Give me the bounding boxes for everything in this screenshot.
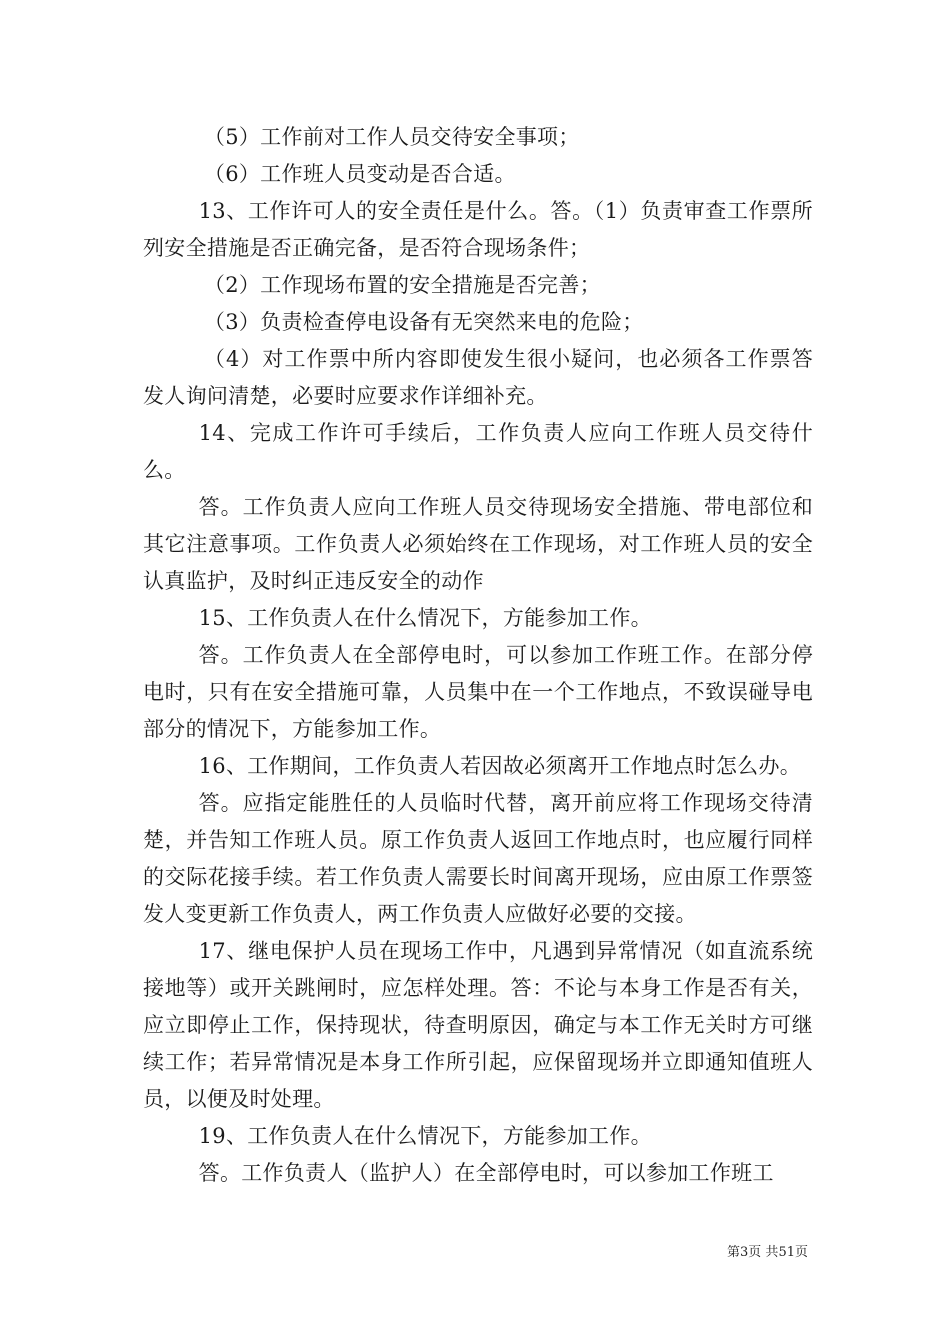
paragraph: （5）工作前对工作人员交待安全事项； (203, 125, 580, 149)
paragraph: 13、工作许可人的安全责任是什么。答。（1）负责审查工作票所列安全措施是否正确完备，是否符合现场条件； (143, 199, 813, 260)
paragraph: 16、工作期间，工作负责人若因故必须离开工作地点时怎么办。 (198, 754, 802, 778)
paragraph: （4）对工作票中所内容即使发生很小疑问，也必须各工作票答发人询问清楚，必要时应要求作详细补充。 (143, 347, 813, 408)
paragraph: 答。工作负责人（监护人）在全部停电时，可以参加工作班工 (198, 1161, 774, 1185)
footer-middle: 页 共 (748, 1245, 779, 1260)
footer-prefix: 第 (727, 1245, 741, 1260)
paragraph: 答。应指定能胜任的人员临时代替，离开前应将工作现场交待清楚，并告知工作班人员。原工作负责人返回工作地点时，也应履行同样的交际花接手续。若工作负责人需要长时间离开现场，应由原工作票签发人变更新工作负责人，两工作负责人应做好必要的交接。 (143, 791, 813, 926)
footer-suffix: 页 (794, 1245, 808, 1260)
document-body (143, 119, 813, 1192)
paragraph: 14、完成工作许可手续后，工作负责人应向工作班人员交待什么。 (143, 421, 813, 482)
paragraph: 15、工作负责人在什么情况下，方能参加工作。 (198, 606, 652, 630)
page-footer (727, 1244, 808, 1262)
paragraph: （3）负责检查停电设备有无突然来电的危险； (203, 310, 644, 334)
paragraph: 17、继电保护人员在现场工作中，凡遇到异常情况（如直流系统接地等）或开关跳闸时，应怎样处理。答：不论与本身工作是否有关，应立即停止工作，保持现状，待查明原因，确定与本工作无关时方可继续工作；若异常情况是本身工作所引起，应保留现场并立即通知值班人员，以便及时处理。 (143, 939, 813, 1111)
paragraph: 19、工作负责人在什么情况下，方能参加工作。 (198, 1124, 652, 1148)
footer-page-number: 3 (740, 1245, 749, 1260)
paragraph: 答。工作负责人应向工作班人员交待现场安全措施、带电部位和其它注意事项。工作负责人必须始终在工作现场，对工作班人员的安全认真监护，及时纠正违反安全的动作 (143, 495, 813, 593)
footer-total-pages: 51 (778, 1245, 795, 1260)
paragraph: （6）工作班人员变动是否合适。 (203, 162, 516, 186)
paragraph: 答。工作负责人在全部停电时，可以参加工作班工作。在部分停电时，只有在安全措施可靠，人员集中在一个工作地点，不致误碰导电部分的情况下，方能参加工作。 (143, 643, 813, 741)
paragraph: （2）工作现场布置的安全措施是否完善； (203, 273, 601, 297)
